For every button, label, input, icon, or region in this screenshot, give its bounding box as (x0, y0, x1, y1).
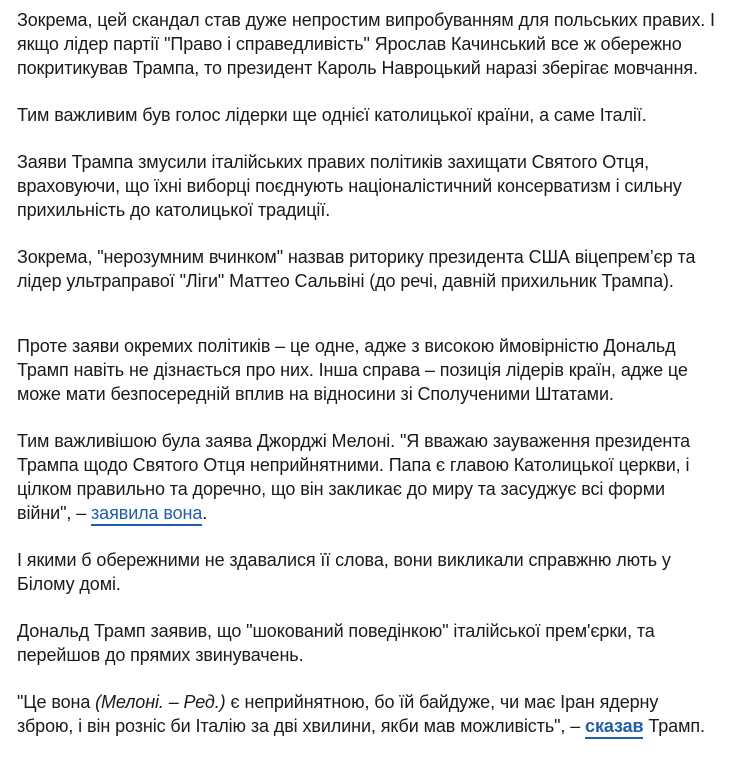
editor-note: (Мелоні. – Ред.) (95, 692, 226, 712)
trump-quote-start: "Це вона (17, 692, 96, 712)
paragraph-meloni-statement (17, 429, 717, 525)
paragraph-italian-politicians: Заяви Трампа змусили італійських правих політиків захищати Святого Отця, враховуючи, що їхні виборці поєднують націоналістичний консерватизм і сильну прихильність до католицької традиції. (17, 152, 682, 220)
trump-quote-middle: є неприйнятною, бо їй байдуже, чи має Іран ядерну зброю, і він розніс би Італію за дві хвилини, якби мав можливість", – (17, 692, 659, 736)
paragraph-trump-quote (17, 690, 717, 738)
meloni-quote-text: Тим важливішою була заява Джорджі Мелоні. "Я вважаю зауваження президента Трампа щодо Святого Отця неприйнятними. Папа є главою Католицької церкви, і цілком правильно та доречно, що він закликає до миру та засуджує всі форми війни", – (17, 431, 691, 523)
paragraph-kaczynski: Зокрема, цей скандал став дуже непростим випробуванням для польських правих. І якщо лідер партії "Право і справедливість" Ярослав Качинський все ж обережно покритикував Трампа, то президент Кароль Навроцький наразі зберігає мовчання. (17, 10, 715, 78)
meloni-quote-end: . (202, 503, 208, 523)
meloni-statement-link[interactable]: заявила вона (91, 503, 202, 526)
paragraph-trump-accusations: Дональд Трамп заявив, що "шокований поведінкою" італійської прем'єрки, та перейшов до прямих звинувачень. (17, 621, 655, 665)
trump-quote-end: Трамп. (643, 716, 705, 736)
trump-said-link[interactable]: сказав (585, 716, 643, 739)
paragraph-salvini: Зокрема, "нерозумним вчинком" назвав риторику президента США віцепрем’єр та лідер ультраправої "Ліги" Маттео Сальвіні (до речі, давній прихильник Трампа). (17, 247, 696, 291)
paragraph-italy: Тим важливим був голос лідерки ще однієї католицької країни, а саме Італії. (17, 105, 647, 125)
paragraph-leaders-position: Проте заяви окремих політиків – це одне, адже з високою ймовірністю Дональд Трамп навіть не дізнається про них. Інша справа – позиція лідерів країн, адже це може мати безпосередній вплив на відносини зі Сполученими Штатами. (17, 336, 688, 404)
paragraph-white-house-reaction: І якими б обережними не здавалися її слова, вони викликали справжню лють у Білому домі. (17, 550, 671, 594)
